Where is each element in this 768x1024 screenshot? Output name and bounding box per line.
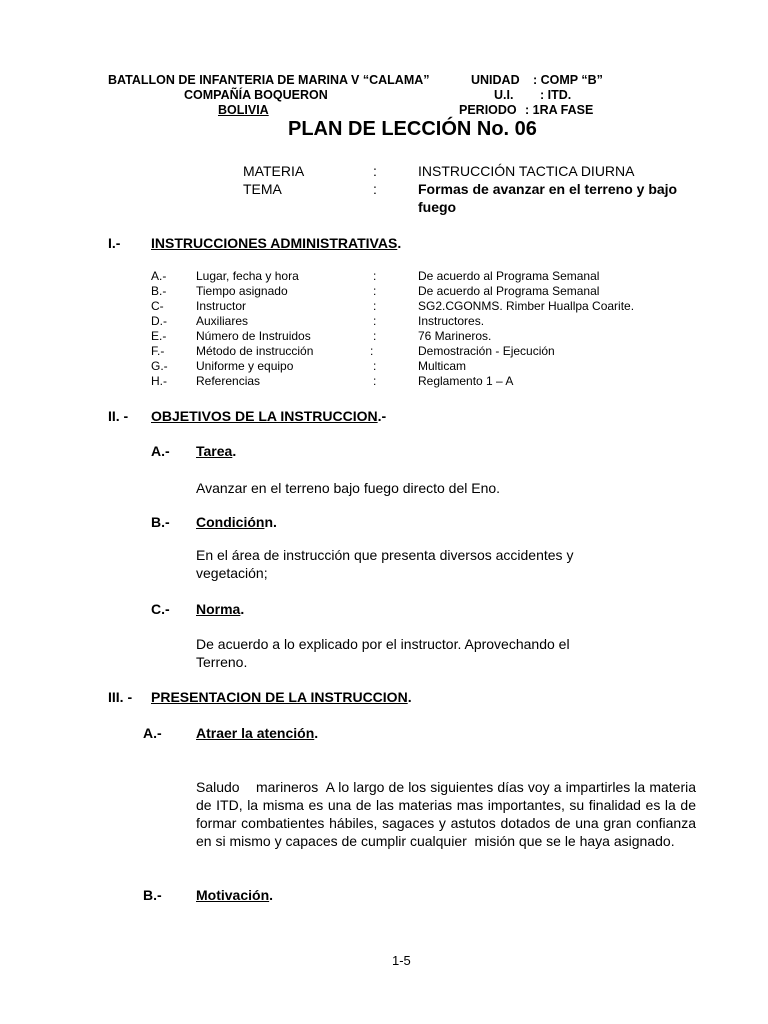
header-unidad-label: UNIDAD xyxy=(471,73,520,87)
list-item-value: 76 Marineros. xyxy=(418,329,492,343)
list-item-letter: A.- xyxy=(151,269,167,283)
subsection-c-text-cont: Terreno. xyxy=(196,654,248,670)
subsection-a-text: Avanzar en el terreno bajo fuego directo del Eno. xyxy=(196,480,501,496)
list-item-colon: : xyxy=(373,314,377,328)
list-item-value: De acuerdo al Programa Semanal xyxy=(418,269,600,283)
subsection-3b-title-text: Motivación xyxy=(196,887,270,903)
header-unidad-value: : COMP “B” xyxy=(533,73,603,87)
list-item-colon: : xyxy=(373,284,377,298)
subsection-3b-letter: B.- xyxy=(143,887,162,903)
subsection-a-title-suffix: . xyxy=(232,443,237,459)
header-ui-label: U.I. xyxy=(494,88,514,102)
list-item-colon: : xyxy=(373,299,377,313)
list-item-value: De acuerdo al Programa Semanal xyxy=(418,284,600,298)
section-2-title-suffix: .- xyxy=(377,408,387,424)
list-item-colon: : xyxy=(373,374,377,388)
subsection-b-text-cont: vegetación; xyxy=(196,565,268,581)
subsection-b-title-suffix: n. xyxy=(264,514,277,530)
subsection-3b-title-suffix: . xyxy=(269,887,274,903)
attention-paragraph: Saludo marineros A lo largo de los siguientes días voy a impartirles la materia de ITD, la misma es una de las materias mas importantes, su finalidad es la de formar combatientes hábiles, sagaces y astutos dotados de una gran confianza en si mismo y capaces de cumplir cualquier misión que se le haya asignado. xyxy=(196,779,700,849)
header-periodo-label: PERIODO xyxy=(459,103,517,117)
subsection-b-title-text: Condición xyxy=(196,514,265,530)
subsection-3a-title xyxy=(196,725,318,741)
page-title: PLAN DE LECCIÓN No. 06 xyxy=(288,118,537,140)
subsection-a-letter: A.- xyxy=(151,443,170,459)
subsection-c-letter: C.- xyxy=(151,601,170,617)
list-item-colon: : xyxy=(370,344,374,358)
subsection-3a-letter: A.- xyxy=(143,725,162,741)
list-item-colon: : xyxy=(373,329,377,343)
header-ui-value: : ITD. xyxy=(540,88,572,102)
list-item-value: Instructores. xyxy=(418,314,485,328)
subsection-a-title-text: Tarea xyxy=(196,443,233,459)
list-item-letter: C- xyxy=(151,299,164,313)
list-item-label: Referencias xyxy=(196,374,261,388)
header-periodo-value: : 1RA FASE xyxy=(525,103,594,117)
section-2-number: II. - xyxy=(108,408,129,424)
subsection-a-title xyxy=(196,443,236,459)
list-item-colon: : xyxy=(373,269,377,283)
list-item-letter: G.- xyxy=(151,359,168,373)
section-2-title-text: OBJETIVOS DE LA INSTRUCCION xyxy=(151,408,378,424)
header-unit-name: BATALLON DE INFANTERIA DE MARINA V “CALAMA” xyxy=(108,73,430,87)
section-1-number: I.- xyxy=(108,235,121,251)
list-item-letter: E.- xyxy=(151,329,167,343)
section-3-title xyxy=(151,689,412,705)
subsection-b-text: En el área de instrucción que presenta diversos accidentes y xyxy=(196,547,574,563)
list-item-value: SG2.CGONMS. Rimber Huallpa Coarite. xyxy=(418,299,635,313)
section-3-number: III. - xyxy=(108,689,133,705)
section-2-title xyxy=(151,408,386,424)
list-item-label: Número de Instruidos xyxy=(196,329,311,343)
list-item-colon: : xyxy=(373,359,377,373)
materia-colon: : xyxy=(373,163,377,179)
materia-value: INSTRUCCIÓN TACTICA DIURNA xyxy=(418,163,635,179)
section-1-title xyxy=(151,235,401,251)
list-item-value: Demostración - Ejecución xyxy=(418,344,555,358)
list-item-value: Multicam xyxy=(418,359,467,373)
subsection-b-title xyxy=(196,514,277,530)
list-item-letter: B.- xyxy=(151,284,167,298)
tema-value-cont: fuego xyxy=(418,199,457,215)
subsection-c-text: De acuerdo a lo explicado por el instructor. Aprovechando el xyxy=(196,636,570,652)
page-number: 1-5 xyxy=(392,953,411,968)
subsection-3a-title-suffix: . xyxy=(314,725,319,741)
subsection-c-title-text: Norma xyxy=(196,601,241,617)
list-item-label: Método de instrucción xyxy=(196,344,314,358)
subsection-b-letter: B.- xyxy=(151,514,170,530)
section-1-title-suffix: . xyxy=(397,235,402,251)
list-item-label: Uniforme y equipo xyxy=(196,359,294,373)
tema-colon: : xyxy=(373,181,377,197)
list-item-label: Auxiliares xyxy=(196,314,249,328)
list-item-letter: F.- xyxy=(151,344,165,358)
list-item-label: Lugar, fecha y hora xyxy=(196,269,299,283)
tema-label: TEMA xyxy=(243,181,282,197)
list-item-letter: D.- xyxy=(151,314,167,328)
subsection-c-title xyxy=(196,601,244,617)
list-item-label: Instructor xyxy=(196,299,247,313)
subsection-3a-title-text: Atraer la atención xyxy=(196,725,315,741)
list-item-value: Reglamento 1 – A xyxy=(418,374,514,388)
list-item-label: Tiempo asignado xyxy=(196,284,288,298)
header-country: BOLIVIA xyxy=(218,103,269,117)
section-3-title-suffix: . xyxy=(407,689,412,705)
tema-value: Formas de avanzar en el terreno y bajo xyxy=(418,181,678,197)
subsection-3b-title xyxy=(196,887,273,903)
materia-label: MATERIA xyxy=(243,163,305,179)
section-3-title-text: PRESENTACION DE LA INSTRUCCION xyxy=(151,689,408,705)
list-item-letter: H.- xyxy=(151,374,167,388)
subsection-c-title-suffix: . xyxy=(240,601,245,617)
header-company-name: COMPAÑÍA BOQUERON xyxy=(184,88,328,102)
section-1-title-text: INSTRUCCIONES ADMINISTRATIVAS xyxy=(151,235,398,251)
